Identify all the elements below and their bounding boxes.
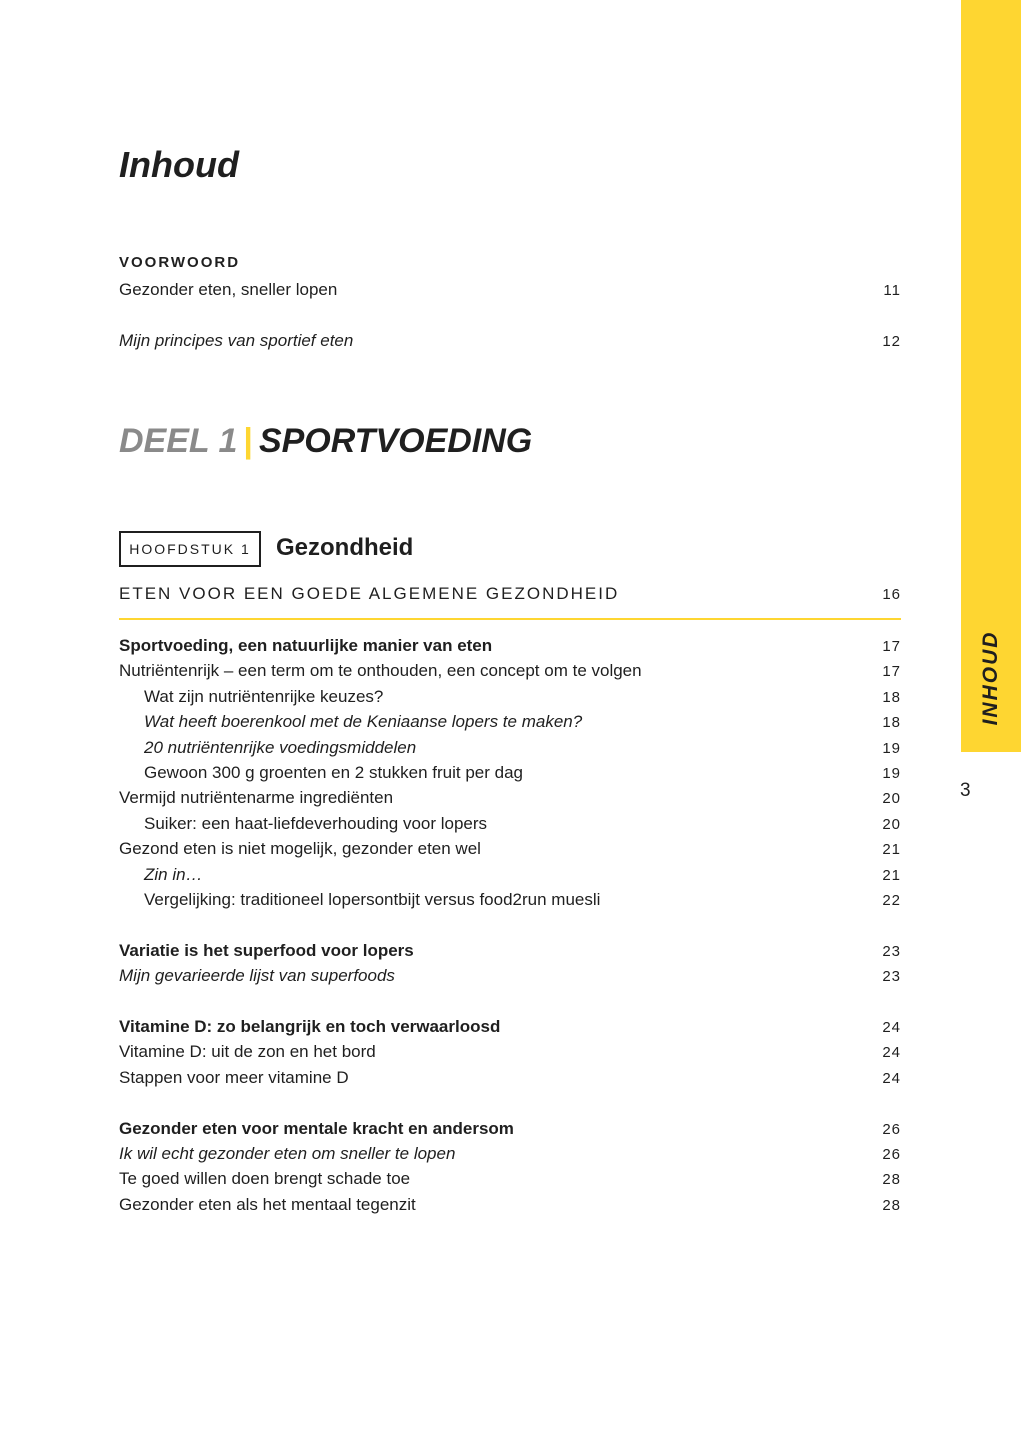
toc-entry-page: 23	[882, 968, 901, 985]
toc-entry-page: 19	[882, 740, 901, 757]
toc-entry-page: 18	[882, 689, 901, 706]
toc-entry[interactable]	[119, 761, 901, 785]
toc-entry-page: 28	[882, 1171, 901, 1188]
toc-entry[interactable]	[119, 1040, 901, 1064]
toc-entry-page: 18	[882, 714, 901, 731]
toc-entry[interactable]	[119, 1142, 901, 1166]
toc-entry[interactable]	[119, 812, 901, 836]
toc-entry-page: 20	[882, 790, 901, 807]
toc-entry-label: Wat zijn nutriëntenrijke keuzes?	[144, 687, 384, 706]
toc-entry-label: Gezonder eten, sneller lopen	[119, 280, 338, 299]
toc-entry-voorwoord-1[interactable]	[119, 278, 901, 302]
chapter-title: Gezondheid	[276, 534, 414, 561]
toc-entry-page: 24	[882, 1044, 901, 1061]
toc-entry-label: Mijn principes van sportief eten	[119, 331, 354, 350]
toc-entry[interactable]	[119, 1193, 901, 1217]
toc-entry-label: Sportvoeding, een natuurlijke manier van eten	[119, 636, 493, 655]
section-page: 16	[882, 586, 901, 603]
toc-entry-label: Vermijd nutriëntenarme ingrediënten	[119, 788, 394, 807]
toc-entry-page: 19	[882, 765, 901, 782]
toc-entry[interactable]	[119, 837, 901, 861]
toc-entry[interactable]	[119, 710, 901, 734]
toc-entry-voorwoord-2[interactable]	[119, 329, 901, 353]
toc-entry-page: 12	[882, 333, 901, 350]
toc-entry[interactable]	[119, 863, 901, 887]
toc-entry-page: 24	[882, 1070, 901, 1087]
toc-entry[interactable]	[119, 1117, 901, 1141]
toc-entry-label: Vergelijking: traditioneel lopersontbijt versus food2run muesli	[144, 890, 601, 909]
toc-entry[interactable]	[119, 1066, 901, 1090]
toc-entry[interactable]	[119, 1015, 901, 1039]
section-heading: ETEN VOOR EEN GOEDE ALGEMENE GEZONDHEID	[119, 584, 620, 603]
toc-entry-page: 26	[882, 1121, 901, 1138]
toc-entry[interactable]	[119, 659, 901, 683]
section-divider	[119, 618, 901, 620]
part-name: SPORTVOEDING	[258, 422, 533, 460]
toc-entry-label: Zin in…	[144, 865, 203, 884]
toc-entry-label: Nutriëntenrijk – een term om te onthouden, een concept om te volgen	[119, 661, 642, 680]
part-prefix: DEEL 1	[119, 422, 238, 460]
page-title: Inhoud	[119, 144, 239, 185]
toc-entry[interactable]	[119, 685, 901, 709]
toc-entry-label: 20 nutriëntenrijke voedingsmiddelen	[144, 738, 417, 757]
part-heading	[119, 422, 532, 461]
toc-entry-label: Gezonder eten voor mentale kracht en andersom	[119, 1119, 514, 1138]
toc-entry-label: Gezonder eten als het mentaal tegenzit	[119, 1195, 416, 1214]
toc-entry-page: 17	[882, 638, 901, 655]
voorwoord-label: VOORWOORD	[119, 254, 241, 271]
toc-entry-page: 23	[882, 943, 901, 960]
toc-entry-page: 17	[882, 663, 901, 680]
toc-entry-page: 28	[882, 1197, 901, 1214]
page-number: 3	[960, 780, 971, 801]
toc-entry-label: Vitamine D: zo belangrijk en toch verwaarloosd	[119, 1017, 501, 1036]
section-heading-row[interactable]	[119, 582, 901, 606]
toc-entry-page: 21	[882, 867, 901, 884]
toc-entry-label: Ik wil echt gezonder eten om sneller te lopen	[119, 1144, 456, 1163]
toc-entry-page: 26	[882, 1146, 901, 1163]
toc-entry-label: Te goed willen doen brengt schade toe	[119, 1169, 411, 1188]
toc-entry-label: Gewoon 300 g groenten en 2 stukken fruit per dag	[144, 763, 523, 782]
toc-entry[interactable]	[119, 939, 901, 963]
toc-entry-label: Mijn gevarieerde lijst van superfoods	[119, 966, 395, 985]
toc-entry-page: 24	[882, 1019, 901, 1036]
chapter-tag: HOOFDSTUK 1	[119, 531, 261, 567]
toc-entry-label: Wat heeft boerenkool met de Keniaanse lopers te maken?	[144, 712, 583, 731]
toc-entry[interactable]	[119, 1167, 901, 1191]
toc-entry-page: 11	[883, 282, 901, 299]
toc-entry-label: Gezond eten is niet mogelijk, gezonder eten wel	[119, 839, 481, 858]
toc-entry[interactable]	[119, 888, 901, 912]
toc-entry-page: 20	[882, 816, 901, 833]
toc-entry-page: 22	[882, 892, 901, 909]
toc-entry[interactable]	[119, 736, 901, 760]
part-separator: |	[243, 422, 253, 460]
side-tab-label: INHOUD	[979, 630, 1002, 726]
toc-entry-label: Stappen voor meer vitamine D	[119, 1068, 349, 1087]
toc-entry[interactable]	[119, 964, 901, 988]
toc-entry-page: 21	[882, 841, 901, 858]
toc-entry-label: Suiker: een haat-liefdeverhouding voor lopers	[144, 814, 488, 833]
toc-entry[interactable]	[119, 786, 901, 810]
toc-entry-label: Vitamine D: uit de zon en het bord	[119, 1042, 376, 1061]
toc-entry-label: Variatie is het superfood voor lopers	[119, 941, 414, 960]
toc-entry[interactable]	[119, 634, 901, 658]
